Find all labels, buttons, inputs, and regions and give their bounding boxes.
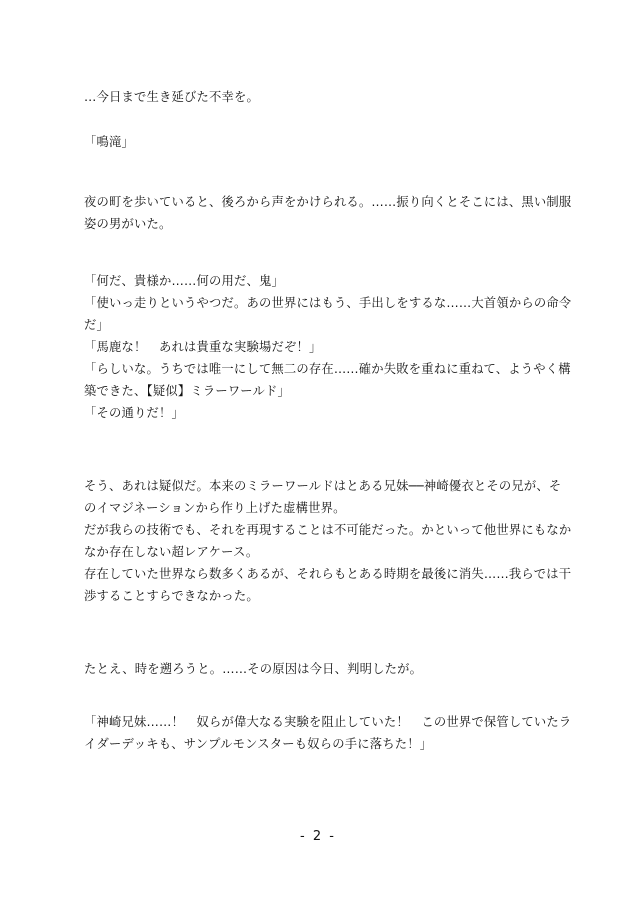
text-line: 夜の町を歩いていると、後ろから声をかけられる。……振り向くとそこには、黒い制服 xyxy=(84,195,572,209)
text-line: イダーデッキも、サンプルモンスターも奴らの手に落ちた！」 xyxy=(84,737,433,751)
text-line: 築できた、【疑似】ミラーワールド」 xyxy=(84,384,291,398)
text-line: 「らしいな。うちでは唯一にして無二の存在……確か失敗を重ねに重ねて、ようやく構 xyxy=(84,362,571,376)
paragraph xyxy=(84,475,572,607)
text-line: 「何だ、貴様か……何の用だ、鬼」 xyxy=(84,274,284,288)
paragraph xyxy=(84,191,572,235)
text-line: なか存在しない超レアケース。 xyxy=(84,545,259,559)
text-line: のイマジネーションから作り上げた虚構世界。 xyxy=(84,501,346,515)
paragraph xyxy=(84,711,572,755)
text-line: 「鳴滝」 xyxy=(84,135,134,149)
text-line: 「神崎兄妹……！ 奴らが偉大なる実験を阻止していた！ この世界で保管していたラ xyxy=(84,715,572,729)
text-line: 存在していた世界なら数多くあるが、それらもとある時期を最後に消失……我らでは干 xyxy=(84,567,572,581)
page-number: - 2 - xyxy=(300,829,336,844)
text-line: たとえ、時を遡ろうと。……その原因は今日、判明したが。 xyxy=(84,662,423,676)
text-line: そう、あれは疑似だ。本来のミラーワールドはとある兄妹──神崎優衣とその兄が、そ xyxy=(84,479,562,493)
paragraph xyxy=(84,270,572,424)
text-line: 渉することすらできなかった。 xyxy=(84,589,259,603)
paragraph xyxy=(84,86,560,108)
text-line: 「馬鹿な！ あれは貴重な実験場だぞ！」 xyxy=(84,340,322,354)
text-line: 姿の男がいた。 xyxy=(84,217,172,231)
text-line: 「その通りだ！」 xyxy=(84,406,184,420)
text-line: 「使いっ走りというやつだ。あの世界にはもう、手出しをするな……大首領からの命令 xyxy=(84,296,572,310)
text-line: だ」 xyxy=(84,318,109,332)
paragraph xyxy=(84,131,560,153)
text-line: …今日まで生き延びた不幸を。 xyxy=(84,90,259,104)
paragraph xyxy=(84,658,560,680)
text-line: だが我らの技術でも、それを再現することは不可能だった。かといって他世界にもなか xyxy=(84,523,572,537)
